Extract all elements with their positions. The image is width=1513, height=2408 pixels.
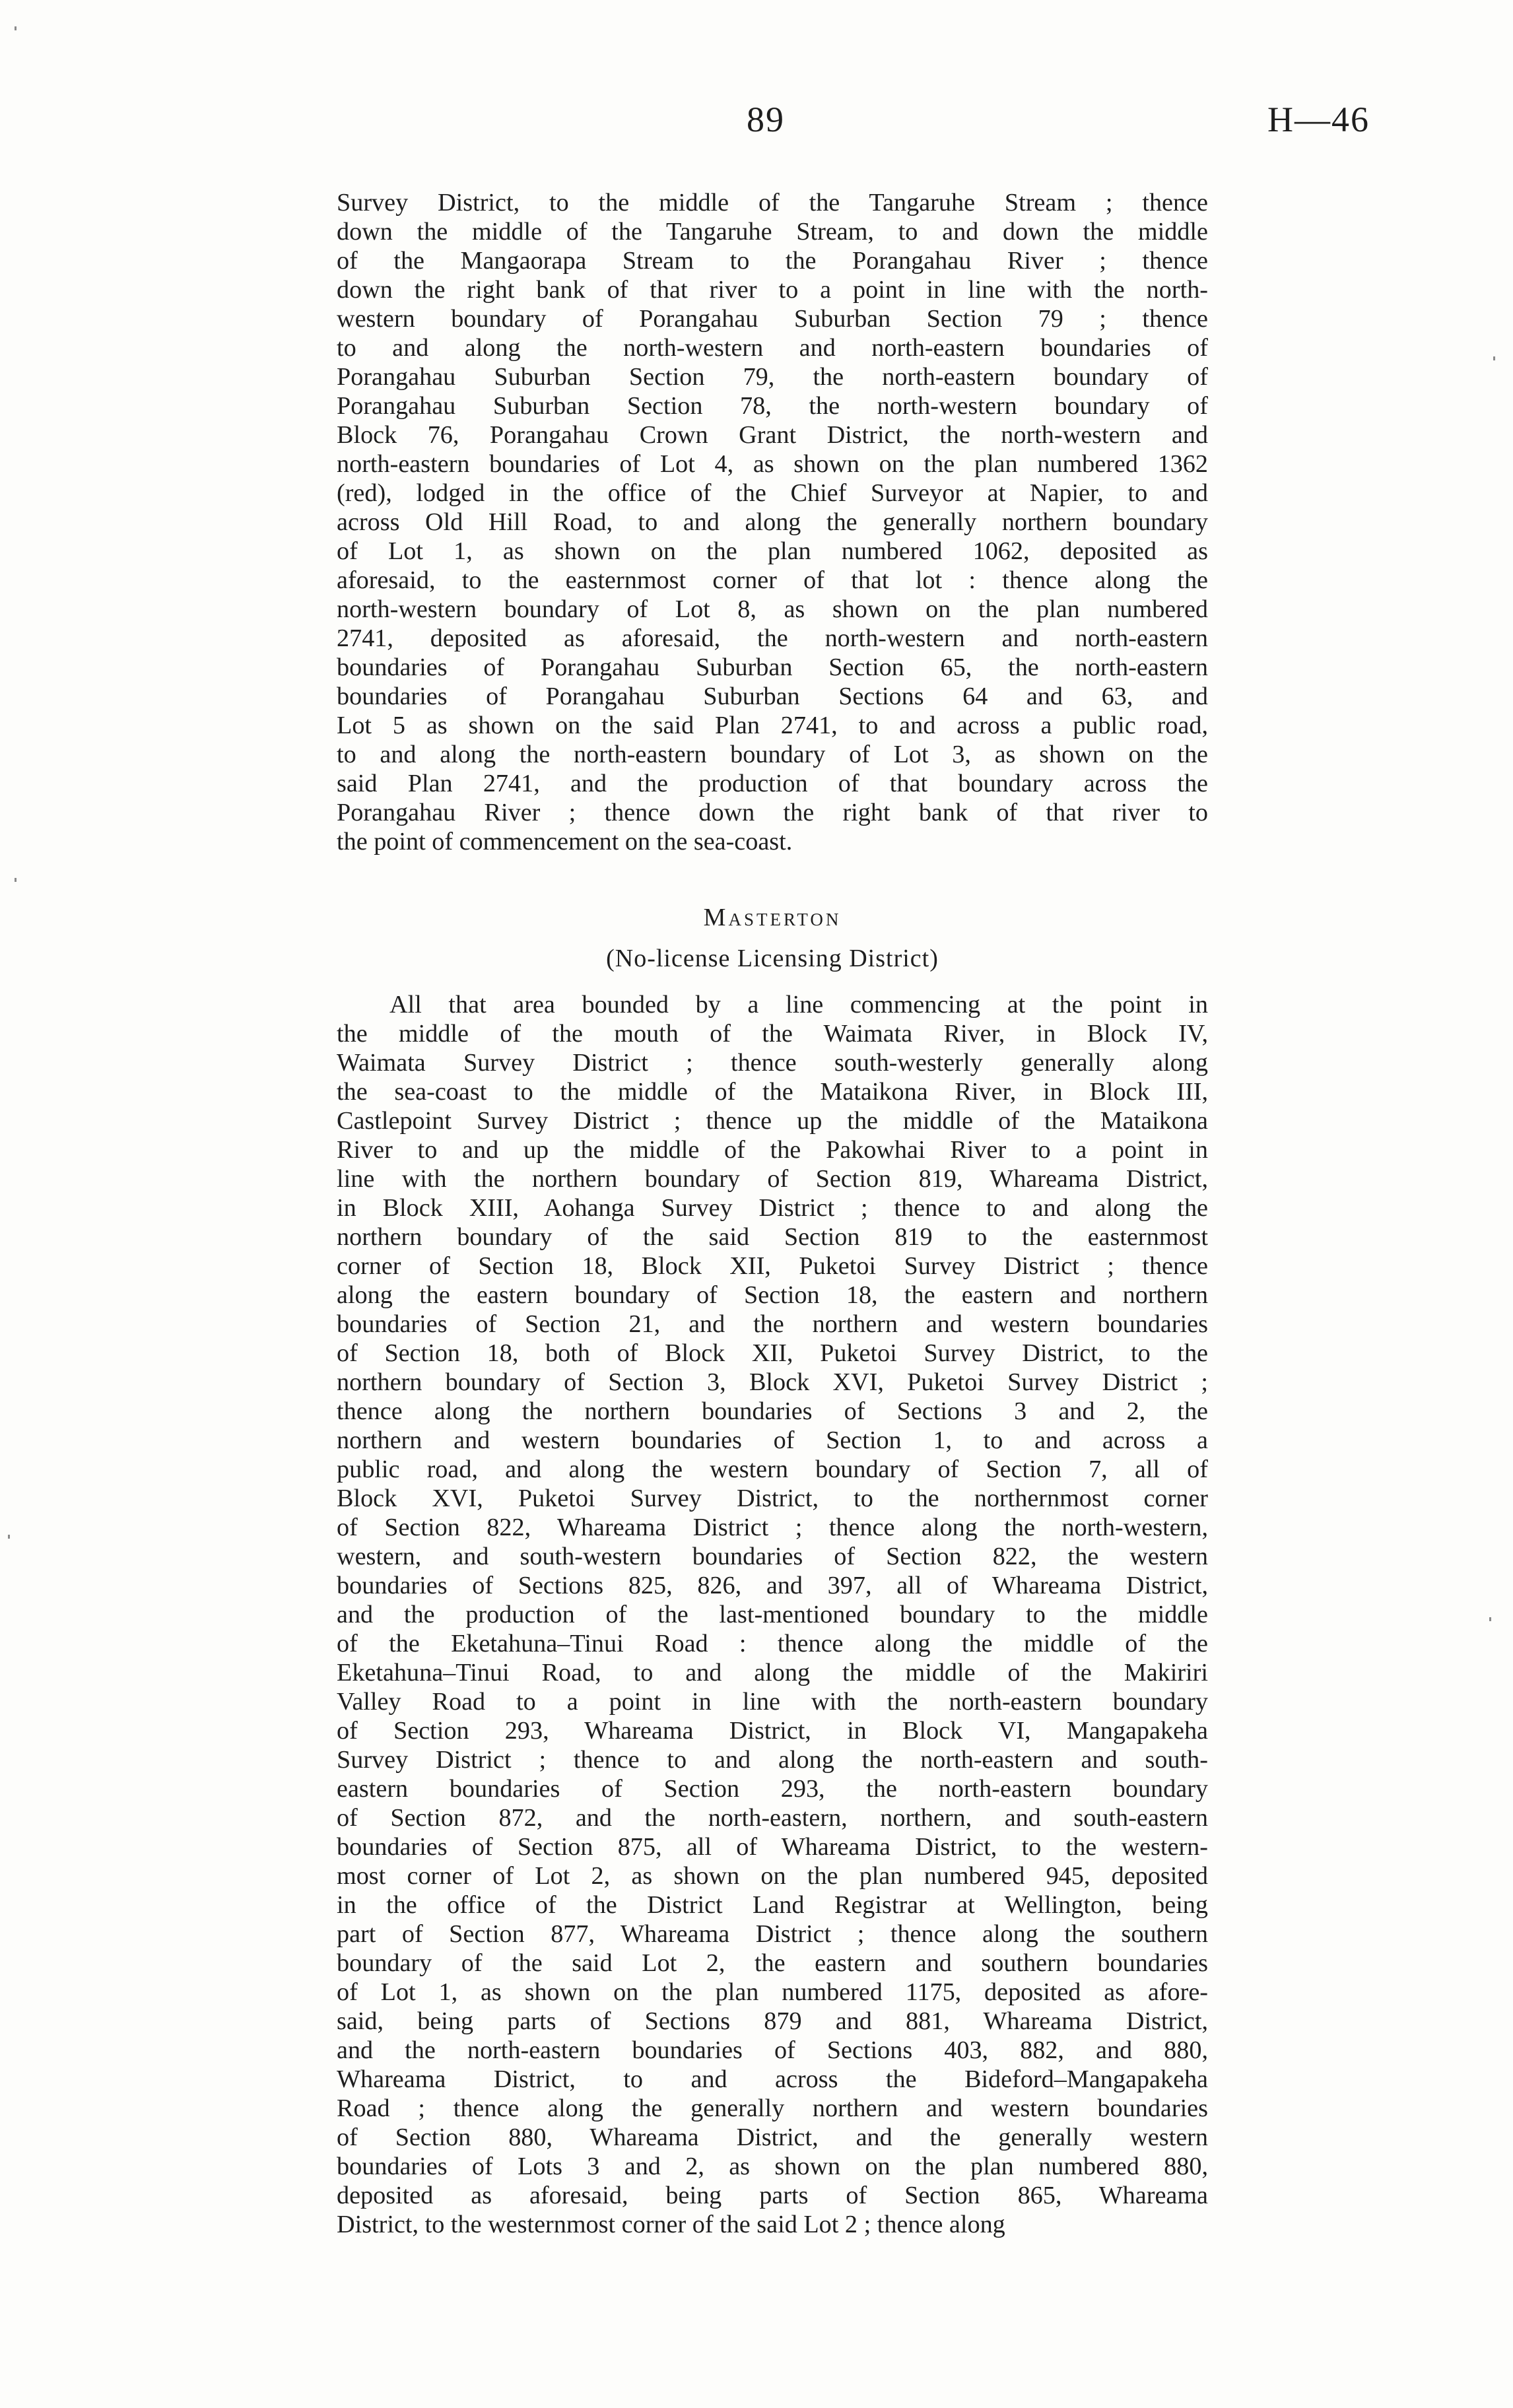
text-line: in Block XIII, Aohanga Survey District ; thence to and along the [337,1194,1208,1222]
text-line: of the Mangaorapa Stream to the Porangahau River ; thence [337,247,1208,275]
text-line: of the Eketahuna–Tinui Road : thence along the middle of the [337,1630,1208,1657]
text-line: western boundary of Porangahau Suburban Section 79 ; thence [337,305,1208,333]
text-line: Whareama District, to and across the Bideford–Mangapakeha [337,2065,1208,2093]
text-line: Eketahuna–Tinui Road, to and along the middle of the Makiriri [337,1659,1208,1687]
scan-speck [15,26,17,30]
text-line: corner of Section 18, Block XII, Puketoi Survey District ; thence [337,1252,1208,1280]
scan-speck [8,1535,10,1539]
page-number: 89 [747,100,785,139]
text-line: the point of commencement on the sea-coast. [337,828,793,855]
text-line: boundary of the said Lot 2, the eastern and southern boundaries [337,1949,1208,1977]
scan-speck [15,878,17,882]
text-line: along the eastern boundary of Section 18, the eastern and northern [337,1281,1208,1309]
text-line: the middle of the mouth of the Waimata River, in Block IV, [337,1020,1208,1048]
text-line: of Section 18, both of Block XII, Puketoi Survey District, to the [337,1339,1208,1367]
text-line: Porangahau Suburban Section 79, the north-eastern boundary of [337,363,1208,391]
text-line: north-western boundary of Lot 8, as shown on the plan numbered [337,595,1208,623]
text-line: of Section 293, Whareama District, in Block VI, Mangapakeha [337,1717,1208,1745]
text-line: Block XVI, Puketoi Survey District, to the northernmost corner [337,1485,1208,1512]
section-porangahau-boundary-text [337,188,1208,856]
text-line: in the office of the District Land Registrar at Wellington, being [337,1891,1208,1919]
text-line: of Section 822, Whareama District ; thence along the north-western, [337,1514,1208,1541]
text-line: boundaries of Lots 3 and 2, as shown on the plan numbered 880, [337,2153,1208,2180]
text-line: boundaries of Section 875, all of Whareama District, to the western- [337,1833,1208,1861]
text-line: and the north-eastern boundaries of Sections 403, 882, and 880, [337,2036,1208,2064]
text-line: River to and up the middle of the Pakowhai River to a point in [337,1136,1208,1164]
text-line: part of Section 877, Whareama District ; thence along the southern [337,1920,1208,1948]
text-line: to and along the north-eastern boundary of Lot 3, as shown on the [337,741,1208,768]
text-line: boundaries of Porangahau Suburban Section 65, the north-eastern [337,653,1208,681]
text-line: most corner of Lot 2, as shown on the plan numbered 945, deposited [337,1862,1208,1890]
text-line: of Lot 1, as shown on the plan numbered 1175, deposited as afore- [337,1978,1208,2006]
text-line: northern boundary of the said Section 819 to the easternmost [337,1223,1208,1251]
text-line: of Lot 1, as shown on the plan numbered 1062, deposited as [337,537,1208,565]
text-line: boundaries of Sections 825, 826, and 397, all of Whareama District, [337,1572,1208,1599]
text-line: Road ; thence along the generally northern and western boundaries [337,2094,1208,2122]
text-line: aforesaid, to the easternmost corner of that lot : thence along the [337,566,1208,594]
section-masterton-boundary-text [337,990,1208,2239]
section-heading-masterton: Masterton [703,904,842,931]
text-line: public road, and along the western boundary of Section 7, all of [337,1455,1208,1483]
text-line: down the middle of the Tangaruhe Stream, to and down the middle [337,218,1208,246]
text-line: eastern boundaries of Section 293, the north-eastern boundary [337,1775,1208,1803]
section-subheading-licensing-district: (No-license Licensing District) [606,945,939,972]
text-line: deposited as aforesaid, being parts of Section 865, Whareama [337,2182,1208,2209]
text-line: (red), lodged in the office of the Chief Surveyor at Napier, to and [337,479,1208,507]
text-line: District, to the westernmost corner of the said Lot 2 ; thence along [337,2211,1005,2238]
text-line: northern boundary of Section 3, Block XVI, Puketoi Survey District ; [337,1368,1208,1396]
text-line: northern and western boundaries of Section 1, to and across a [337,1426,1208,1454]
text-line: Waimata Survey District ; thence south-westerly generally along [337,1049,1208,1077]
text-line: down the right bank of that river to a point in line with the north- [337,276,1208,304]
text-line: across Old Hill Road, to and along the generally northern boundary [337,508,1208,536]
text-line: Porangahau River ; thence down the right bank of that river to [337,799,1208,826]
text-line: of Section 880, Whareama District, and the generally western [337,2124,1208,2151]
text-line: north-eastern boundaries of Lot 4, as shown on the plan numbered 1362 [337,450,1208,478]
scan-speck [1493,356,1495,360]
text-line: All that area bounded by a line commencing at the point in [389,991,1208,1019]
text-line: thence along the northern boundaries of Sections 3 and 2, the [337,1397,1208,1425]
text-line: Castlepoint Survey District ; thence up the middle of the Mataikona [337,1107,1208,1135]
text-line: 2741, deposited as aforesaid, the north-western and north-eastern [337,624,1208,652]
text-line: boundaries of Porangahau Suburban Sections 64 and 63, and [337,683,1208,710]
text-line: said Plan 2741, and the production of that boundary across the [337,770,1208,797]
text-line: and the production of the last-mentioned boundary to the middle [337,1601,1208,1628]
text-line: line with the northern boundary of Section 819, Whareama District, [337,1165,1208,1193]
text-line: said, being parts of Sections 879 and 881, Whareama District, [337,2007,1208,2035]
scan-speck [1489,1617,1491,1621]
document-reference: H—46 [1267,100,1370,139]
text-line: Lot 5 as shown on the said Plan 2741, to and across a public road, [337,712,1208,739]
text-line: the sea-coast to the middle of the Mataikona River, in Block III, [337,1078,1208,1106]
text-line: western, and south-western boundaries of Section 822, the western [337,1543,1208,1570]
text-line: Porangahau Suburban Section 78, the north-western boundary of [337,392,1208,420]
text-line: Survey District, to the middle of the Tangaruhe Stream ; thence [337,189,1208,217]
text-line: Block 76, Porangahau Crown Grant District, the north-western and [337,421,1208,449]
text-line: Valley Road to a point in line with the north-eastern boundary [337,1688,1208,1716]
text-line: Survey District ; thence to and along the north-eastern and south- [337,1746,1208,1774]
text-line: boundaries of Section 21, and the northern and western boundaries [337,1310,1208,1338]
text-line: to and along the north-western and north-eastern boundaries of [337,334,1208,362]
text-line: of Section 872, and the north-eastern, northern, and south-eastern [337,1804,1208,1832]
